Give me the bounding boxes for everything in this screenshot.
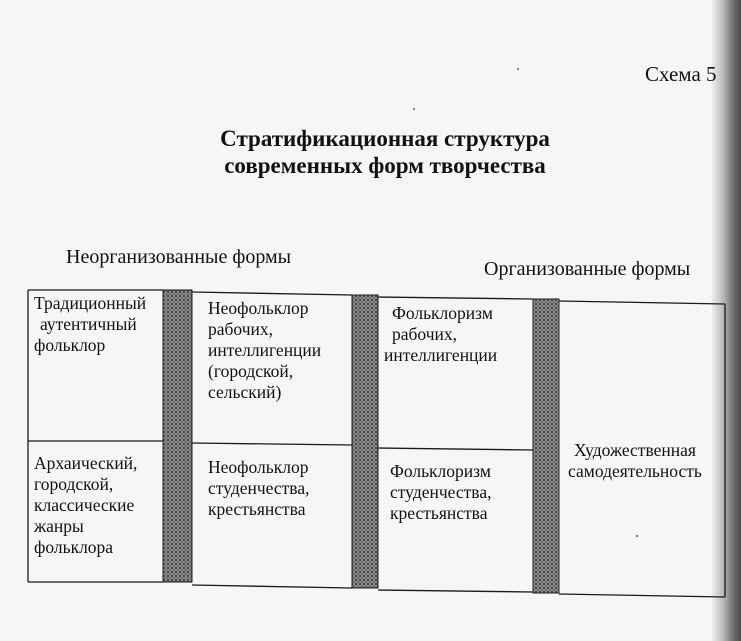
cell-line: жанры <box>34 516 84 536</box>
table-border-bottom-col4 <box>559 594 725 597</box>
cell-line: крестьянства <box>390 503 488 523</box>
table-border-top-col3 <box>378 297 533 299</box>
cell-line: классические <box>34 495 135 515</box>
cell-line: Архаический, <box>34 453 138 473</box>
cell-line: Неофольклор <box>208 298 309 318</box>
cell-line: интеллигенции <box>384 345 498 365</box>
cell-line: Фольклоризм <box>392 303 493 323</box>
cell-line: Фольклоризм <box>390 461 491 481</box>
separator-bar-1 <box>163 290 192 582</box>
cell-line: городской, <box>34 474 114 494</box>
scheme-label: Схема 5 <box>645 62 717 86</box>
cell-folklorism-students <box>390 461 530 524</box>
cell-line: Неофольклор <box>208 457 309 477</box>
organized-forms-label: Организованные формы <box>484 258 691 280</box>
cell-line: (городской, <box>208 361 294 381</box>
separator-bar-3 <box>533 299 559 593</box>
cell-line: сельский) <box>208 382 282 402</box>
cell-line: Традиционный <box>34 293 147 313</box>
table-border-top-col2 <box>192 292 352 295</box>
unorganized-forms-label: Неорганизованные формы <box>66 246 292 268</box>
cell-line: интеллигенции <box>208 340 322 360</box>
cell-line: фольклор <box>34 335 106 355</box>
table-border-top-col4 <box>559 301 725 304</box>
cell-line: студенчества, <box>208 478 310 498</box>
cell-folklorism-workers <box>384 303 534 366</box>
cell-line: самодеятельность <box>568 461 702 481</box>
table-border-bottom-col3 <box>378 590 533 592</box>
cell-line: Художественная <box>574 440 696 460</box>
title-line-2: современных форм творчества <box>224 153 546 178</box>
cell-line: студенчества, <box>390 482 492 502</box>
cell-neofolklore-students <box>208 457 348 520</box>
row-divider-col2 <box>192 443 352 445</box>
cell-line: рабочих, <box>392 324 458 344</box>
cell-neofolklore-workers <box>208 298 358 403</box>
cell-traditional-folklore <box>34 293 164 356</box>
table-border-bottom-col2 <box>192 585 352 588</box>
cell-line: рабочих, <box>208 319 274 339</box>
cell-line: фольклора <box>34 537 114 557</box>
cell-archaic-folklore <box>34 453 164 558</box>
title-line-1: Стратификационная структура <box>220 126 550 151</box>
cell-amateur-art <box>568 440 718 482</box>
cell-line: крестьянства <box>208 499 306 519</box>
row-divider-col3 <box>378 448 533 450</box>
cell-line: аутентичный <box>40 314 137 334</box>
